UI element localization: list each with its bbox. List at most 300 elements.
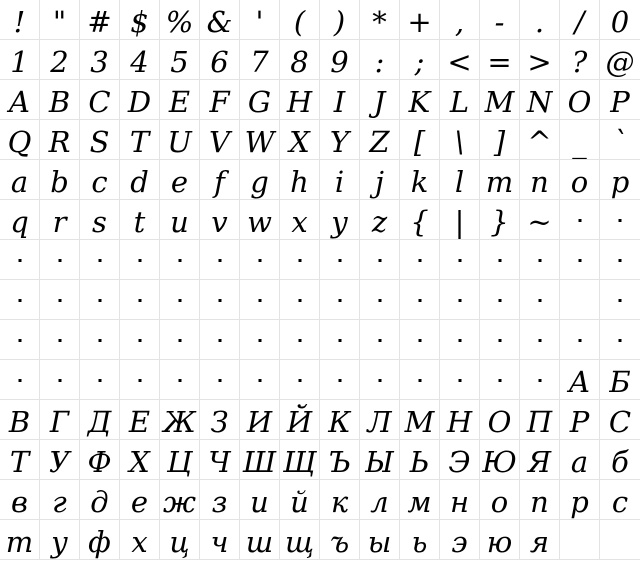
glyph-cell[interactable] [520,160,560,200]
glyph: в [11,485,28,519]
glyph-cell[interactable] [360,40,400,80]
glyph-cell[interactable] [600,160,640,200]
glyph: w [247,205,272,239]
glyph-cell[interactable] [480,160,520,200]
glyph: f [214,165,225,199]
glyph-cell[interactable] [0,480,40,520]
glyph-cell[interactable] [600,280,640,320]
glyph-cell[interactable] [520,0,560,40]
glyph-cell[interactable] [400,480,440,520]
glyph-cell[interactable] [160,80,200,120]
missing-glyph-dot [458,259,461,262]
glyph-cell[interactable] [440,480,480,520]
glyph-cell[interactable] [480,200,520,240]
glyph-cell[interactable] [400,80,440,120]
glyph-cell[interactable] [200,240,240,280]
missing-glyph-dot [178,259,181,262]
glyph-cell[interactable] [120,520,160,560]
glyph-cell[interactable] [160,480,200,520]
glyph-cell[interactable] [120,40,160,80]
glyph-cell[interactable] [560,40,600,80]
glyph-cell[interactable] [440,40,480,80]
glyph-cell[interactable] [80,160,120,200]
glyph: O [567,85,592,119]
glyph-cell[interactable] [400,520,440,560]
glyph: П [526,405,553,439]
glyph-cell[interactable] [280,360,320,400]
glyph: W [244,125,275,159]
glyph-cell[interactable] [440,280,480,320]
glyph-cell[interactable] [400,200,440,240]
glyph-cell[interactable] [320,240,360,280]
glyph-cell[interactable] [0,80,40,120]
glyph-cell[interactable] [400,400,440,440]
glyph: В [8,405,31,439]
glyph: и [250,485,269,519]
missing-glyph-dot [619,339,622,342]
glyph-cell[interactable] [560,360,600,400]
glyph-cell[interactable] [440,400,480,440]
glyph-cell[interactable] [560,240,600,280]
glyph-cell[interactable] [120,360,160,400]
glyph-cell[interactable] [600,200,640,240]
glyph-cell[interactable] [40,320,80,360]
glyph-cell[interactable] [40,440,80,480]
glyph-cell[interactable] [600,520,640,560]
glyph: n [530,165,549,199]
missing-glyph-dot [538,259,541,262]
glyph-cell[interactable] [40,0,80,40]
glyph: C [88,85,111,119]
glyph-cell[interactable] [200,480,240,520]
glyph-cell[interactable] [400,240,440,280]
glyph-cell[interactable] [120,320,160,360]
glyph: 2 [50,45,69,79]
glyph-cell[interactable] [280,440,320,480]
glyph-cell[interactable] [0,120,40,160]
glyph-cell[interactable] [120,440,160,480]
glyph-cell[interactable] [440,440,480,480]
glyph-cell[interactable] [120,120,160,160]
glyph-cell[interactable] [280,0,320,40]
glyph-cell[interactable] [80,200,120,240]
missing-glyph-dot [18,299,21,302]
glyph: k [410,165,429,199]
glyph: ^ [527,125,552,159]
glyph-cell[interactable] [40,160,80,200]
glyph-cell[interactable] [400,0,440,40]
glyph: 6 [210,45,229,79]
glyph-cell[interactable] [200,40,240,80]
glyph-cell[interactable] [80,280,120,320]
glyph-cell[interactable] [600,360,640,400]
glyph-cell[interactable] [160,280,200,320]
glyph: Д [87,405,112,439]
glyph-cell[interactable] [440,0,480,40]
glyph-cell[interactable] [0,0,40,40]
glyph-cell[interactable] [320,440,360,480]
glyph-cell[interactable] [0,40,40,80]
glyph-cell[interactable] [320,200,360,240]
glyph-cell[interactable] [280,480,320,520]
glyph-cell[interactable] [0,240,40,280]
glyph-cell[interactable] [160,520,200,560]
glyph-cell[interactable] [600,40,640,80]
glyph-cell[interactable] [560,120,600,160]
glyph-cell[interactable] [200,440,240,480]
glyph-cell[interactable] [200,400,240,440]
glyph-cell[interactable] [360,480,400,520]
glyph-cell[interactable] [480,400,520,440]
glyph-cell[interactable] [80,80,120,120]
glyph: Х [129,445,150,479]
glyph-cell[interactable] [240,0,280,40]
glyph-cell[interactable] [360,240,400,280]
glyph-cell[interactable] [520,520,560,560]
glyph-cell[interactable] [360,440,400,480]
glyph: Я [527,445,552,479]
glyph: < [447,45,472,79]
glyph-cell[interactable] [520,360,560,400]
glyph: А [568,365,591,399]
glyph-cell[interactable] [0,440,40,480]
glyph-cell[interactable] [440,80,480,120]
glyph-cell[interactable] [360,0,400,40]
glyph-cell[interactable] [240,240,280,280]
glyph-cell[interactable] [280,320,320,360]
glyph-cell[interactable] [40,120,80,160]
glyph-cell[interactable] [560,440,600,480]
glyph-cell[interactable] [520,440,560,480]
missing-glyph-dot [418,259,421,262]
glyph-cell[interactable] [360,160,400,200]
glyph: | [454,205,465,239]
glyph: B [48,85,71,119]
glyph-cell[interactable] [280,160,320,200]
glyph-cell[interactable] [600,440,640,480]
glyph-cell[interactable] [600,480,640,520]
glyph-cell[interactable] [560,480,600,520]
glyph-cell[interactable] [200,200,240,240]
glyph-cell[interactable] [160,440,200,480]
glyph-cell[interactable] [80,400,120,440]
glyph-cell[interactable] [200,280,240,320]
glyph: { [410,205,429,239]
glyph-cell[interactable] [240,200,280,240]
glyph-cell[interactable] [560,160,600,200]
glyph: ш [245,525,274,559]
glyph-cell[interactable] [240,520,280,560]
glyph-cell[interactable] [240,440,280,480]
glyph: t [133,205,146,239]
glyph-cell[interactable] [280,400,320,440]
missing-glyph-dot [619,259,622,262]
glyph-cell[interactable] [560,200,600,240]
glyph-cell[interactable] [520,400,560,440]
glyph-cell[interactable] [400,40,440,80]
glyph: R [48,125,71,159]
glyph-cell[interactable] [240,400,280,440]
glyph-cell[interactable] [200,160,240,200]
missing-glyph-dot [498,299,501,302]
glyph-cell[interactable] [320,360,360,400]
glyph: Ц [166,445,193,479]
glyph-cell[interactable] [600,320,640,360]
glyph-cell[interactable] [160,400,200,440]
glyph: s [92,205,107,239]
glyph-cell[interactable] [320,0,360,40]
missing-glyph-dot [578,219,581,222]
glyph-cell[interactable] [160,40,200,80]
glyph-cell[interactable] [120,280,160,320]
glyph-cell[interactable] [120,480,160,520]
glyph-cell[interactable] [480,40,520,80]
glyph: p [610,165,630,199]
glyph-cell[interactable] [0,360,40,400]
glyph: ! [13,5,26,39]
glyph-cell[interactable] [120,400,160,440]
glyph: H [286,85,313,119]
glyph-cell[interactable] [480,480,520,520]
glyph-cell[interactable] [0,160,40,200]
glyph-cell[interactable] [480,280,520,320]
glyph: D [127,85,152,119]
glyph-cell[interactable] [360,360,400,400]
missing-glyph-dot [258,379,261,382]
glyph: : [374,45,385,79]
glyph-cell[interactable] [560,280,600,320]
glyph-cell[interactable] [160,240,200,280]
glyph-cell[interactable] [40,360,80,400]
glyph-cell[interactable] [400,440,440,480]
glyph: . [534,5,545,39]
glyph-cell[interactable] [40,240,80,280]
glyph: L [449,85,470,119]
glyph-cell[interactable] [440,160,480,200]
glyph-cell[interactable] [40,400,80,440]
glyph-cell[interactable] [400,360,440,400]
glyph-cell[interactable] [480,120,520,160]
glyph-cell[interactable] [40,40,80,80]
glyph-cell[interactable] [320,40,360,80]
glyph: ч [210,525,229,559]
glyph: ` [612,125,628,159]
glyph-cell[interactable] [560,400,600,440]
glyph-cell[interactable] [480,360,520,400]
glyph-cell[interactable] [520,240,560,280]
glyph: К [328,405,351,439]
glyph-cell[interactable] [0,320,40,360]
glyph: $ [130,5,149,39]
glyph-cell[interactable] [80,240,120,280]
glyph-cell[interactable] [320,520,360,560]
glyph-cell[interactable] [200,80,240,120]
glyph-cell[interactable] [240,320,280,360]
glyph-cell[interactable] [0,400,40,440]
glyph-cell[interactable] [160,120,200,160]
glyph-cell[interactable] [600,120,640,160]
glyph-cell[interactable] [240,480,280,520]
glyph-cell[interactable] [40,200,80,240]
glyph-cell[interactable] [480,240,520,280]
glyph: [ [413,125,426,159]
glyph-cell[interactable] [0,520,40,560]
glyph: н [449,485,470,519]
glyph-cell[interactable] [80,360,120,400]
glyph-cell[interactable] [120,240,160,280]
glyph: j [375,165,384,199]
glyph-cell[interactable] [200,120,240,160]
glyph-cell[interactable] [520,280,560,320]
missing-glyph-dot [298,379,301,382]
glyph-cell[interactable] [360,520,400,560]
glyph-cell[interactable] [440,120,480,160]
glyph-cell[interactable] [320,120,360,160]
glyph-cell[interactable] [80,0,120,40]
glyph: й [290,485,309,519]
glyph-cell[interactable] [280,120,320,160]
glyph-cell[interactable] [320,280,360,320]
glyph: ) [333,5,346,39]
glyph-cell[interactable] [200,360,240,400]
missing-glyph-dot [18,259,21,262]
glyph-cell[interactable] [440,200,480,240]
glyph-cell[interactable] [200,0,240,40]
glyph-cell[interactable] [360,200,400,240]
glyph: / [574,5,585,39]
glyph-cell[interactable] [600,240,640,280]
glyph-cell[interactable] [520,40,560,80]
glyph-cell[interactable] [600,400,640,440]
glyph-cell[interactable] [240,360,280,400]
glyph-cell[interactable] [520,320,560,360]
glyph-cell[interactable] [320,80,360,120]
glyph-cell[interactable] [240,80,280,120]
glyph-cell[interactable] [80,320,120,360]
glyph-cell[interactable] [280,40,320,80]
glyph-cell[interactable] [40,520,80,560]
glyph: 7 [250,45,269,79]
glyph-cell[interactable] [400,120,440,160]
glyph: с [611,485,629,519]
glyph-cell[interactable] [520,120,560,160]
glyph-cell[interactable] [560,320,600,360]
glyph-cell[interactable] [280,240,320,280]
missing-glyph-dot [418,299,421,302]
glyph-cell[interactable] [320,480,360,520]
glyph-cell[interactable] [120,160,160,200]
glyph-cell[interactable] [360,400,400,440]
glyph-cell[interactable] [120,0,160,40]
glyph-cell[interactable] [320,400,360,440]
glyph-cell[interactable] [360,280,400,320]
glyph-cell[interactable] [400,280,440,320]
glyph: я [529,525,550,559]
glyph-cell[interactable] [240,280,280,320]
glyph: = [487,45,512,79]
glyph-cell[interactable] [480,0,520,40]
glyph: d [130,165,149,199]
glyph-cell[interactable] [440,240,480,280]
glyph-cell[interactable] [240,120,280,160]
glyph: Ч [208,445,231,479]
glyph: h [290,165,309,199]
glyph-cell[interactable] [520,80,560,120]
glyph-cell[interactable] [160,0,200,40]
glyph-cell[interactable] [40,480,80,520]
missing-glyph-dot [538,339,541,342]
glyph-cell[interactable] [80,40,120,80]
glyph-cell[interactable] [280,200,320,240]
glyph: r [52,205,67,239]
glyph-cell[interactable] [120,80,160,120]
glyph-cell[interactable] [480,80,520,120]
glyph-cell[interactable] [440,360,480,400]
glyph-cell[interactable] [400,160,440,200]
glyph-cell[interactable] [560,520,600,560]
glyph-cell[interactable] [400,320,440,360]
glyph: Н [446,405,473,439]
glyph-cell[interactable] [320,320,360,360]
glyph: e [170,165,189,199]
glyph-cell[interactable] [280,80,320,120]
glyph-cell[interactable] [160,320,200,360]
glyph-cell[interactable] [40,280,80,320]
glyph: \ [454,125,465,159]
glyph-cell[interactable] [160,200,200,240]
glyph: o [570,165,589,199]
glyph-cell[interactable] [560,80,600,120]
glyph-cell[interactable] [600,80,640,120]
glyph-cell[interactable] [480,320,520,360]
glyph-cell[interactable] [80,440,120,480]
glyph-cell[interactable] [80,120,120,160]
glyph-cell[interactable] [360,320,400,360]
missing-glyph-dot [619,219,622,222]
glyph: 9 [330,45,349,79]
glyph-cell[interactable] [40,80,80,120]
glyph-cell[interactable] [480,520,520,560]
glyph-cell[interactable] [360,80,400,120]
glyph: С [608,405,632,439]
glyph-cell[interactable] [160,160,200,200]
glyph-cell[interactable] [360,120,400,160]
missing-glyph-dot [58,339,61,342]
missing-glyph-dot [258,339,261,342]
glyph-cell[interactable] [200,320,240,360]
glyph-cell[interactable] [0,200,40,240]
glyph-cell[interactable] [520,200,560,240]
glyph-cell[interactable] [440,520,480,560]
glyph-cell[interactable] [0,280,40,320]
glyph-cell[interactable] [320,160,360,200]
glyph-cell[interactable] [280,520,320,560]
glyph-cell[interactable] [200,520,240,560]
glyph-cell[interactable] [120,200,160,240]
glyph-cell[interactable] [600,0,640,40]
glyph-cell[interactable] [280,280,320,320]
glyph-cell[interactable] [240,40,280,80]
glyph-cell[interactable] [480,440,520,480]
glyph: Y [329,125,350,159]
glyph-cell[interactable] [520,480,560,520]
glyph-cell[interactable] [240,160,280,200]
glyph-cell[interactable] [560,0,600,40]
glyph-cell[interactable] [80,520,120,560]
glyph-cell[interactable] [80,480,120,520]
glyph-cell[interactable] [440,320,480,360]
glyph-cell[interactable] [160,360,200,400]
